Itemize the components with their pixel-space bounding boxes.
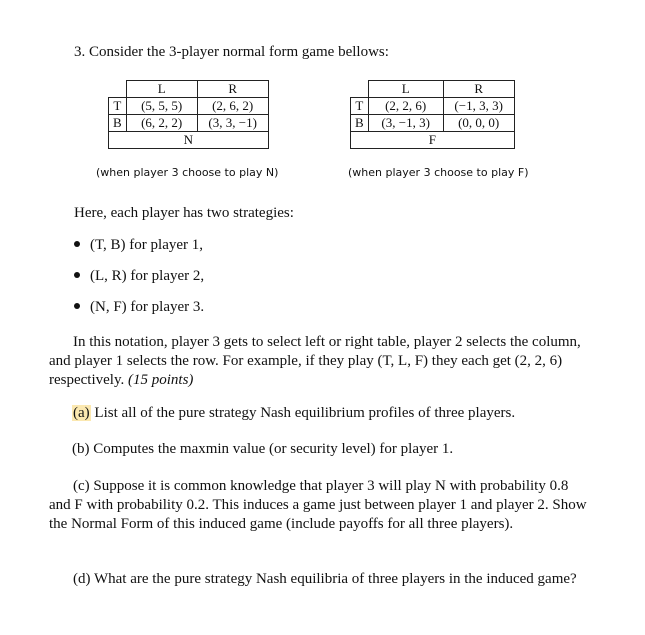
bullet-icon (74, 272, 80, 278)
notation-paragraph (49, 333, 589, 390)
payoff-cell: (6, 2, 2) (126, 115, 197, 132)
list-item (74, 268, 204, 285)
payoff-table-f (350, 80, 515, 149)
payoff-cell: (2, 2, 6) (368, 98, 443, 115)
bullet-icon (74, 303, 80, 309)
points-label: (15 points) (128, 372, 194, 388)
bullet-text: (L, R) for player 2, (90, 268, 205, 284)
row-label-b: B (109, 115, 127, 132)
question-title: 3. Consider the 3-player normal form game bellows: (74, 44, 389, 60)
table-corner (351, 81, 369, 98)
table-footer-f: F (351, 132, 515, 149)
row-label-t: T (351, 98, 369, 115)
table-footer-n: N (109, 132, 269, 149)
table-caption-n: (when player 3 choose to play N) (96, 166, 279, 179)
payoff-cell: (2, 6, 2) (197, 98, 268, 115)
table-caption-f: (when player 3 choose to play F) (348, 166, 529, 179)
payoff-cell: (−1, 3, 3) (443, 98, 514, 115)
notation-text: In this notation, player 3 gets to select left or right table, player 2 selects the column, and player 1 selects the row. For example, if they play (T, L, F) they each get (2, 2, 6) respectively. (49, 334, 581, 388)
part-a (72, 405, 515, 422)
bullet-icon (74, 241, 80, 247)
bullet-text: (N, F) for player 3. (90, 299, 205, 315)
part-d: (d) What are the pure strategy Nash equilibria of three players in the induced game? (73, 571, 577, 587)
row-label-b: B (351, 115, 369, 132)
payoff-cell: (0, 0, 0) (443, 115, 514, 132)
part-c: (c) Suppose it is common knowledge that player 3 will play N with probability 0.8 and F with probability 0.2. This induces a game just between player 1 and player 2. Show the Normal Form of this induced game (include payoffs for all three players). (49, 478, 587, 532)
strategies-intro: Here, each player has two strategies: (74, 205, 294, 221)
row-label-t: T (109, 98, 127, 115)
payoff-cell: (3, 3, −1) (197, 115, 268, 132)
payoff-cell: (3, −1, 3) (368, 115, 443, 132)
payoff-table-n (108, 80, 269, 149)
table-corner (109, 81, 127, 98)
part-a-text: List all of the pure strategy Nash equilibrium profiles of three players. (94, 405, 516, 421)
col-header-l: L (368, 81, 443, 98)
list-item (74, 237, 203, 254)
col-header-l: L (126, 81, 197, 98)
col-header-r: R (197, 81, 268, 98)
payoff-cell: (5, 5, 5) (126, 98, 197, 115)
col-header-r: R (443, 81, 514, 98)
list-item (74, 299, 204, 316)
part-b: (b) Computes the maxmin value (or security level) for player 1. (72, 441, 454, 457)
bullet-text: (T, B) for player 1, (90, 237, 204, 253)
part-a-label-highlight: (a) (73, 405, 90, 421)
